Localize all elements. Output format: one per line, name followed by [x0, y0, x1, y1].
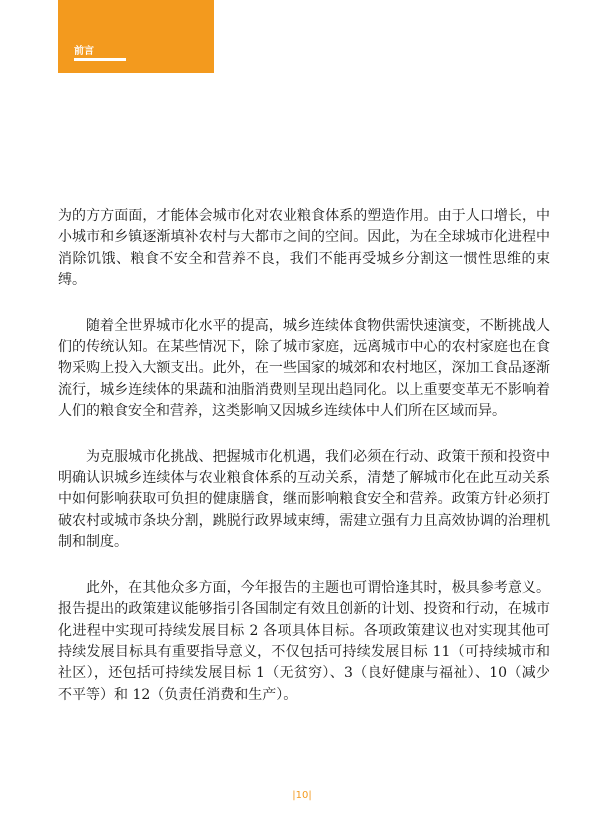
- body-text: [58, 206, 550, 730]
- section-header-tab: [58, 0, 214, 73]
- paragraph-1: 为的方方面面，才能体会城市化对农业粮食体系的塑造作用。由于人口增长，中小城市和乡镇逐渐填补农村与大都市之间的空间。因此，为在全球城市化进程中消除饥饿、粮食不安全和营养不良，我们不能再受城乡分割这一惯性思维的束缚。: [58, 208, 550, 289]
- page-number-value: 10: [295, 790, 309, 801]
- page-number: [0, 790, 604, 801]
- paragraph-4: 此外，在其他众多方面，今年报告的主题也可谓恰逢其时，极具参考意义。报告提出的政策建议能够指引各国制定有效且创新的计划、投资和行动，在城市化进程中实现可持续发展目标 2 各项具体目标。各项政策建议也对实现其他可持续发展目标具有重要指导意义，不仅包括可持续发展目标 11（可持续城市和社区），还包括可持续发展目标 1（无贫穷）、3（良好健康与福祉）、10（减少不平等）和 12（负责任消费和生产）。: [58, 579, 550, 703]
- paragraph-2: 随着全世界城市化水平的提高，城乡连续体食物供需快速演变，不断挑战人们的传统认知。在某些情况下，除了城市家庭，远离城市中心的农村家庭也在食物采购上投入大额支出。此外，在一些国家的城郊和农村地区，深加工食品逐渐流行，城乡连续体的果蔬和油脂消费则呈现出趋同化。以上重要变革无不影响着人们的粮食安全和营养，这类影响又因城乡连续体中人们所在区域而异。: [58, 317, 550, 420]
- paragraph-3: 为克服城市化挑战、把握城市化机遇，我们必须在行动、政策干预和投资中明确认识城乡连续体与农业粮食体系的互动关系，清楚了解城市化在此互动关系中如何影响获取可负担的健康膳食，继而影响粮食安全和营养。政策方针必须打破农村或城市条块分割，跳脱行政界域束缚，需建立强有力且高效协调的治理机制和制度。: [58, 448, 550, 551]
- section-label: 前言: [74, 46, 94, 57]
- section-underline: [74, 58, 126, 61]
- page-number-right-bar: |: [308, 790, 312, 801]
- page-number-left-bar: |: [292, 790, 296, 801]
